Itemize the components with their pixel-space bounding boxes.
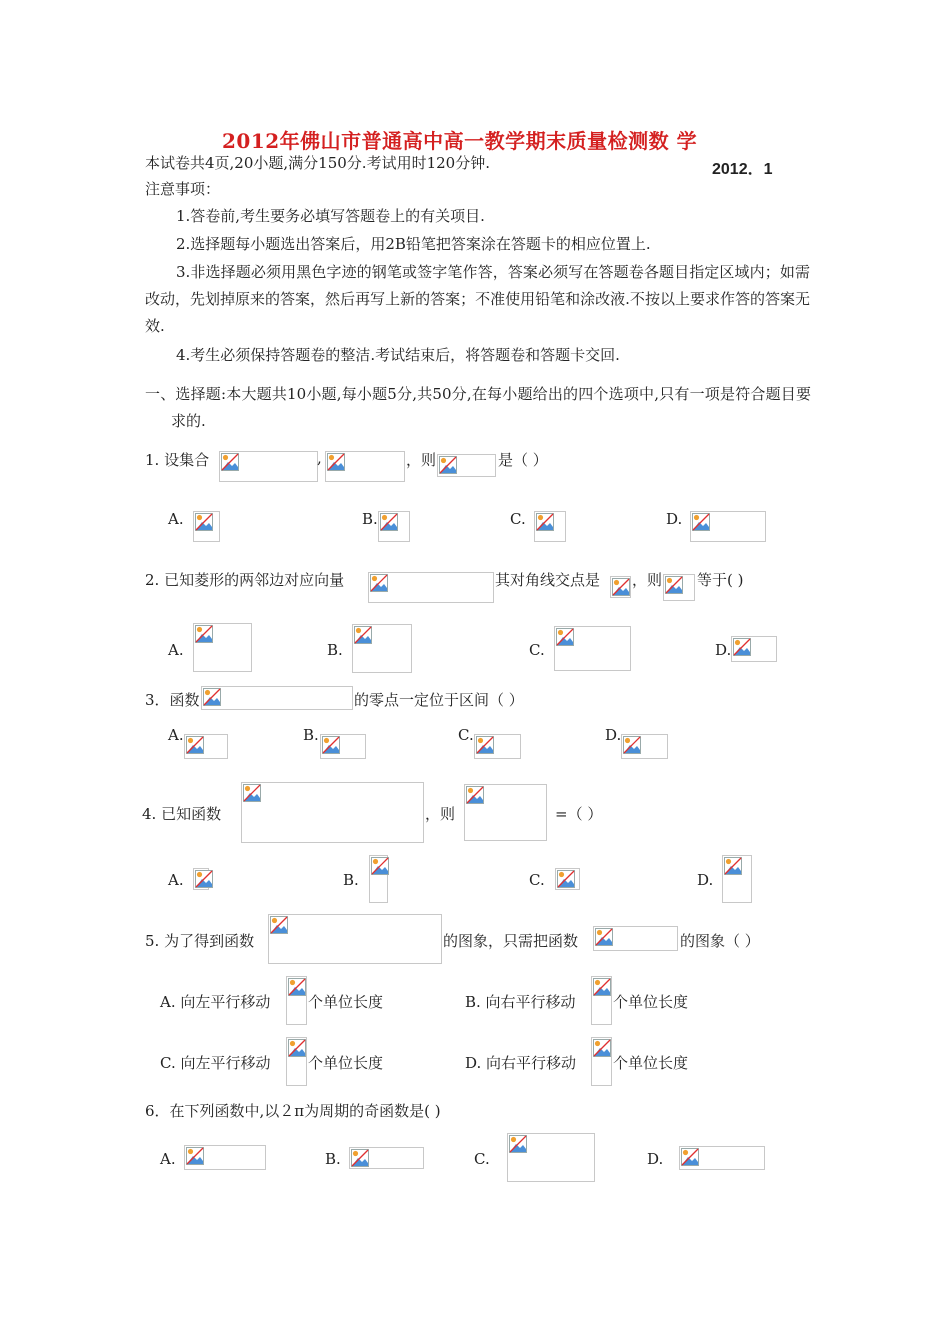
broken-image-icon: [195, 870, 213, 888]
broken-image-icon: [327, 453, 345, 471]
q4-option-d: D.: [697, 871, 714, 889]
note-4: 4.考生必须保持答题卷的整洁.考试结束后，将答题卷和答题卡交回.: [176, 346, 620, 364]
formula-image: [610, 576, 631, 598]
q1-option-b: B.: [362, 510, 378, 528]
q4-then: ，则: [425, 805, 456, 823]
formula-image: [368, 572, 494, 603]
note-1: 1.答卷前,考生要务必填写答题卷上的有关项目.: [176, 207, 485, 225]
formula-image: [593, 926, 678, 951]
formula-image: [369, 855, 388, 903]
q2-end: 等于( ): [697, 571, 744, 589]
broken-image-icon: [354, 626, 372, 644]
broken-image-icon: [476, 736, 494, 754]
q1-option-a: A.: [168, 510, 184, 528]
formula-image: [591, 1037, 612, 1086]
section-heading: 一、选择题:本大题共10小题,每小题5分,共50分,在每小题给出的四个选项中,只有一项是符合题目要求的.: [145, 385, 811, 430]
q2-stem: 2. 已知菱形的两邻边对应向量: [145, 571, 345, 589]
q5-option-a: A. 向左平行移动: [160, 993, 271, 1011]
q3-option-a: A.: [168, 726, 184, 744]
formula-image: [437, 454, 496, 477]
formula-image: [663, 574, 695, 601]
formula-image: [241, 782, 424, 843]
broken-image-icon: [351, 1149, 369, 1167]
formula-image: [320, 734, 366, 759]
q2-option-b: B.: [327, 641, 343, 659]
broken-image-icon: [556, 628, 574, 646]
formula-image: [286, 1037, 307, 1086]
formula-image: [464, 784, 547, 841]
q5-option-c-unit: 个单位长度: [308, 1054, 384, 1072]
formula-image: [679, 1146, 765, 1170]
q1-option-d: D.: [666, 510, 683, 528]
q3-stem: 3．函数: [145, 691, 200, 709]
q5-option-d-unit: 个单位长度: [613, 1054, 689, 1072]
page-title: 2012年佛山市普通高中高一教学期末质量检测数 学: [222, 129, 698, 153]
broken-image-icon: [203, 688, 221, 706]
q1-end: 是（ ）: [498, 451, 548, 469]
broken-image-icon: [195, 513, 213, 531]
exam-date: 2012．1: [712, 161, 773, 178]
formula-image: [193, 623, 252, 672]
q5-option-b: B. 向右平行移动: [465, 993, 576, 1011]
broken-image-icon: [243, 784, 261, 802]
broken-image-icon: [195, 625, 213, 643]
q1-then: ，则: [406, 451, 437, 469]
q2-then: ，则: [632, 571, 663, 589]
q1-comma: ,: [317, 449, 322, 467]
formula-image: [621, 734, 668, 759]
formula-image: [184, 734, 228, 759]
formula-image: [554, 626, 631, 671]
q5-option-a-unit: 个单位长度: [308, 993, 384, 1011]
q2-option-c: C.: [529, 641, 545, 659]
broken-image-icon: [724, 857, 742, 875]
q3-end: 的零点一定位于区间（ ）: [354, 691, 524, 709]
formula-image: [352, 624, 412, 673]
q6-option-a: A.: [160, 1150, 176, 1168]
broken-image-icon: [595, 928, 613, 946]
q3-option-d: D.: [605, 726, 622, 744]
q6-option-c: C.: [474, 1150, 490, 1168]
q5-option-d: D. 向右平行移动: [465, 1054, 577, 1072]
formula-image: [201, 686, 353, 710]
q4-stem: 4. 已知函数: [142, 805, 222, 823]
formula-image: [325, 451, 405, 482]
note-3: 3.非选择题必须用黑色字迹的钢笔或签字笔作答，答案必须写在答题卷各题目指定区域内；如需改动，先划掉原来的答案，然后再写上新的答案；不准使用铅笔和涂改液.不按以上要求作答的答案无效.: [145, 263, 810, 335]
q5-option-b-unit: 个单位长度: [613, 993, 689, 1011]
broken-image-icon: [623, 736, 641, 754]
formula-image: [378, 511, 410, 542]
q5-option-c: C. 向左平行移动: [160, 1054, 271, 1072]
q6-option-d: D.: [647, 1150, 664, 1168]
q5-mid: 的图象，只需把函数: [443, 932, 579, 950]
broken-image-icon: [692, 513, 710, 531]
formula-image: [722, 855, 752, 903]
q5-stem: 5. 为了得到函数: [145, 932, 255, 950]
formula-image: [731, 636, 777, 662]
q4-option-a: A.: [168, 871, 184, 889]
broken-image-icon: [371, 857, 389, 875]
broken-image-icon: [593, 1039, 611, 1057]
q3-option-b: B.: [303, 726, 319, 744]
broken-image-icon: [186, 1147, 204, 1165]
broken-image-icon: [322, 736, 340, 754]
q4-option-c: C.: [529, 871, 545, 889]
q3-option-c: C.: [458, 726, 474, 744]
broken-image-icon: [380, 513, 398, 531]
formula-image: [534, 511, 566, 542]
formula-image: [474, 734, 521, 759]
formula-image: [193, 868, 209, 890]
q2-option-d: D.: [715, 641, 732, 659]
broken-image-icon: [557, 870, 575, 888]
formula-image: [219, 451, 318, 482]
q1-option-c: C.: [510, 510, 526, 528]
q6-stem: 6．在下列函数中,以２π为周期的奇函数是( ): [145, 1102, 441, 1120]
formula-image: [507, 1133, 595, 1182]
notes-heading: 注意事项：: [145, 180, 221, 198]
broken-image-icon: [186, 736, 204, 754]
note-2: 2.选择题每小题选出答案后，用2B铅笔把答案涂在答题卡的相应位置上.: [176, 235, 651, 253]
q2-option-a: A.: [168, 641, 184, 659]
broken-image-icon: [593, 978, 611, 996]
q1-stem: 1. 设集合: [145, 451, 210, 469]
broken-image-icon: [221, 453, 239, 471]
formula-image: [193, 511, 220, 542]
broken-image-icon: [288, 1039, 306, 1057]
broken-image-icon: [665, 576, 683, 594]
broken-image-icon: [370, 574, 388, 592]
q4-option-b: B.: [343, 871, 359, 889]
broken-image-icon: [439, 456, 457, 474]
broken-image-icon: [288, 978, 306, 996]
q4-end: =（ ）: [555, 805, 603, 823]
exam-intro: 本试卷共4页,20小题,满分150分.考试用时120分钟.: [145, 154, 490, 172]
q2-mid: 其对角线交点是: [495, 571, 601, 589]
broken-image-icon: [536, 513, 554, 531]
broken-image-icon: [681, 1148, 699, 1166]
formula-image: [184, 1145, 266, 1170]
q5-end: 的图象（ ）: [680, 932, 760, 950]
formula-image: [286, 976, 307, 1025]
formula-image: [591, 976, 612, 1025]
formula-image: [349, 1147, 424, 1169]
broken-image-icon: [509, 1135, 527, 1153]
broken-image-icon: [466, 786, 484, 804]
q6-option-b: B.: [325, 1150, 341, 1168]
broken-image-icon: [612, 578, 630, 596]
formula-image: [690, 511, 766, 542]
broken-image-icon: [270, 916, 288, 934]
formula-image: [268, 914, 442, 964]
formula-image: [555, 868, 580, 890]
broken-image-icon: [733, 638, 751, 656]
